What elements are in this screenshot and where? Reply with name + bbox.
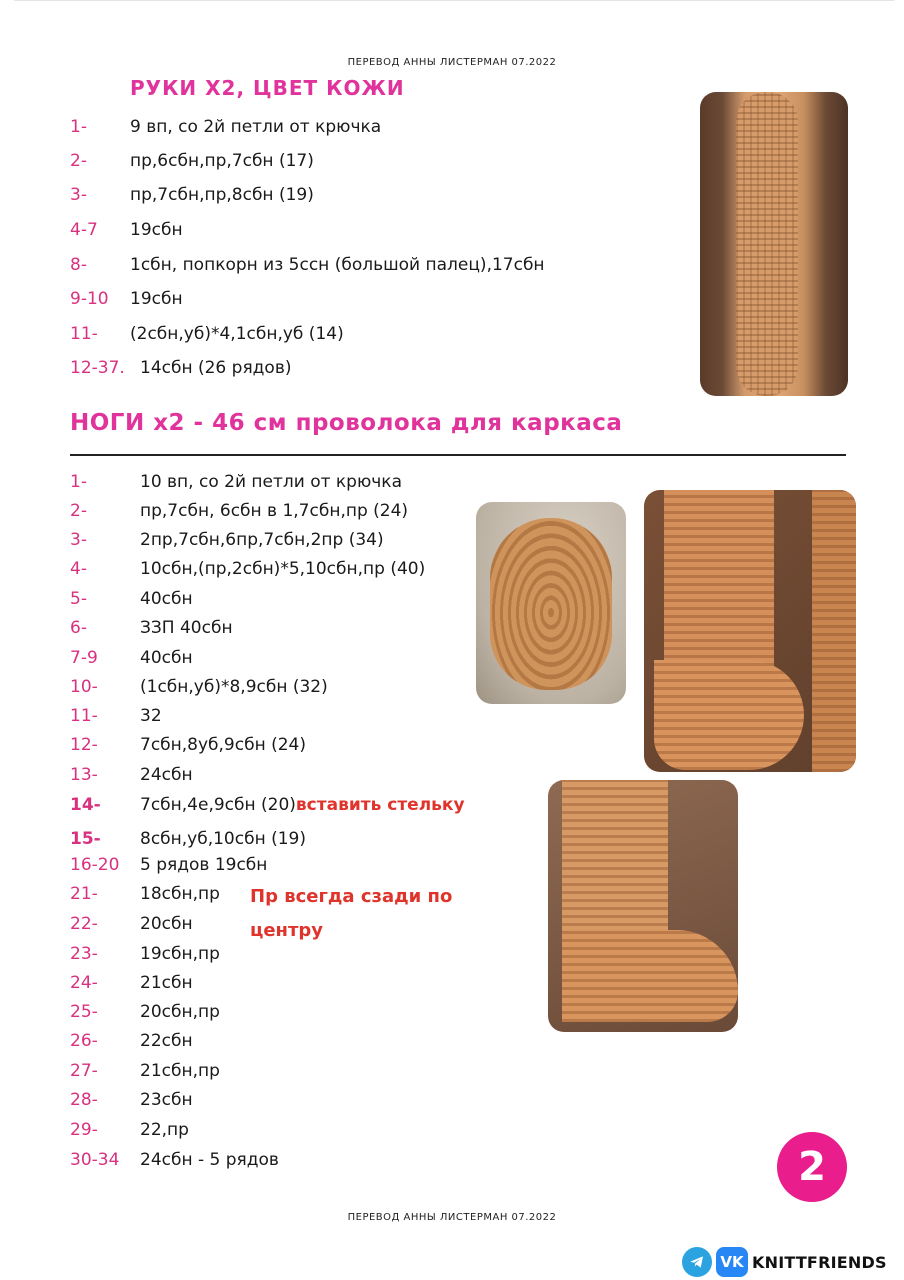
row-number: 12-	[70, 735, 98, 755]
row-text: 8сбн,уб,10сбн (19)	[140, 829, 306, 849]
row-number: 29-	[70, 1120, 98, 1140]
row-text: 19сбн	[130, 289, 183, 309]
row-text: пр,7сбн,пр,8сбн (19)	[130, 185, 314, 205]
row-number: 25-	[70, 1002, 98, 1022]
telegram-icon[interactable]	[682, 1247, 712, 1277]
row-number: 2-	[70, 501, 87, 521]
row-text: ЗЗП 40сбн	[140, 618, 233, 638]
row-text: 19сбн,пр	[140, 944, 220, 964]
row-text-main: 7сбн,4е,9сбн (20)	[140, 795, 296, 815]
boot-shaft-shape	[562, 780, 668, 950]
row-text: 18сбн,пр	[140, 884, 220, 904]
legs-section-title: НОГИ х2 - 46 см проволока для каркаса	[70, 410, 623, 436]
foot-heel-shape	[654, 660, 804, 770]
row-number: 11-	[70, 706, 98, 726]
row-text: 1сбн, попкорн из 5ссн (большой палец),17сбн	[130, 255, 545, 275]
boot-toe-shape	[562, 930, 738, 1022]
row-number: 2-	[70, 151, 87, 171]
arms-section-title: РУКИ Х2, ЦВЕТ КОЖИ	[130, 76, 405, 100]
row-number: 13-	[70, 765, 98, 785]
row-text	[140, 795, 465, 815]
row-text: 22сбн	[140, 1031, 193, 1051]
row-number: 10-	[70, 677, 98, 697]
row-text: 20сбн,пр	[140, 1002, 220, 1022]
row-number: 6-	[70, 618, 87, 638]
row-number: 21-	[70, 884, 98, 904]
vk-icon[interactable]: VK	[716, 1247, 748, 1277]
row-number: 1-	[70, 117, 87, 137]
insole-note: вставить стельку	[295, 795, 465, 815]
row-number: 7-9	[70, 648, 98, 668]
row-number: 24-	[70, 973, 98, 993]
row-number: 9-10	[70, 289, 109, 309]
brand-bar	[682, 1246, 887, 1278]
sole-knit-shape	[490, 518, 612, 690]
row-number: 30-34	[70, 1150, 120, 1170]
row-text: 24сбн	[140, 765, 193, 785]
row-number: 8-	[70, 255, 87, 275]
sole-photo	[476, 502, 626, 704]
row-number: 23-	[70, 944, 98, 964]
row-text: 7сбн,8уб,9сбн (24)	[140, 735, 306, 755]
row-text: 21сбн	[140, 973, 193, 993]
row-text: 40сбн	[140, 589, 193, 609]
boot-photo	[548, 780, 738, 1032]
arm-photo	[700, 92, 848, 396]
page-number-badge: 2	[777, 1132, 847, 1202]
foot-photo	[644, 490, 856, 772]
arm-knit-shape	[736, 92, 798, 396]
row-text: 21сбн,пр	[140, 1061, 220, 1081]
row-number: 22-	[70, 914, 98, 934]
row-number: 4-7	[70, 220, 98, 240]
row-number: 5-	[70, 589, 87, 609]
row-text: (1сбн,уб)*8,9сбн (32)	[140, 677, 328, 697]
row-number: 15-	[70, 829, 101, 849]
row-number: 12-37.	[70, 358, 125, 378]
brand-name: KNITTFRIENDS	[752, 1252, 887, 1272]
row-number: 28-	[70, 1090, 98, 1110]
row-text: 32	[140, 706, 162, 726]
row-number: 16-20	[70, 855, 120, 875]
row-text: 2пр,7сбн,6пр,7сбн,2пр (34)	[140, 530, 384, 550]
row-number: 3-	[70, 530, 87, 550]
row-text: пр,7сбн, 6сбн в 1,7сбн,пр (24)	[140, 501, 409, 521]
footer-translator-note: ПЕРЕВОД АННЫ ЛИСТЕРМАН 07.2022	[347, 1212, 557, 1223]
back-center-note: Пр всегда сзади по центру	[250, 886, 453, 941]
header-translator-note: ПЕРЕВОД АННЫ ЛИСТЕРМАН 07.2022	[347, 57, 557, 68]
row-text: 22,пр	[140, 1120, 189, 1140]
row-number: 14-	[70, 795, 101, 815]
row-text: 19сбн	[130, 220, 183, 240]
row-text: пр,6сбн,пр,7сбн (17)	[130, 151, 314, 171]
row-text: 9 вп, со 2й петли от крючка	[130, 117, 382, 137]
row-text: 20сбн	[140, 914, 193, 934]
row-text: 10 вп, со 2й петли от крючка	[140, 472, 402, 492]
row-text: 24сбн - 5 рядов	[140, 1150, 279, 1170]
row-number: 26-	[70, 1031, 98, 1051]
row-number: 3-	[70, 185, 87, 205]
row-text: (2сбн,уб)*4,1сбн,уб (14)	[130, 324, 344, 344]
row-text: 40сбн	[140, 648, 193, 668]
row-text: 23сбн	[140, 1090, 193, 1110]
row-number: 11-	[70, 324, 98, 344]
row-number: 1-	[70, 472, 87, 492]
row-number: 4-	[70, 559, 87, 579]
second-leg-shape	[812, 490, 856, 772]
row-text: 14сбн (26 рядов)	[140, 358, 292, 378]
row-text: 10сбн,(пр,2сбн)*5,10сбн,пр (40)	[140, 559, 426, 579]
row-number: 27-	[70, 1061, 98, 1081]
section-divider	[70, 454, 846, 456]
row-text: 5 рядов 19сбн	[140, 855, 268, 875]
